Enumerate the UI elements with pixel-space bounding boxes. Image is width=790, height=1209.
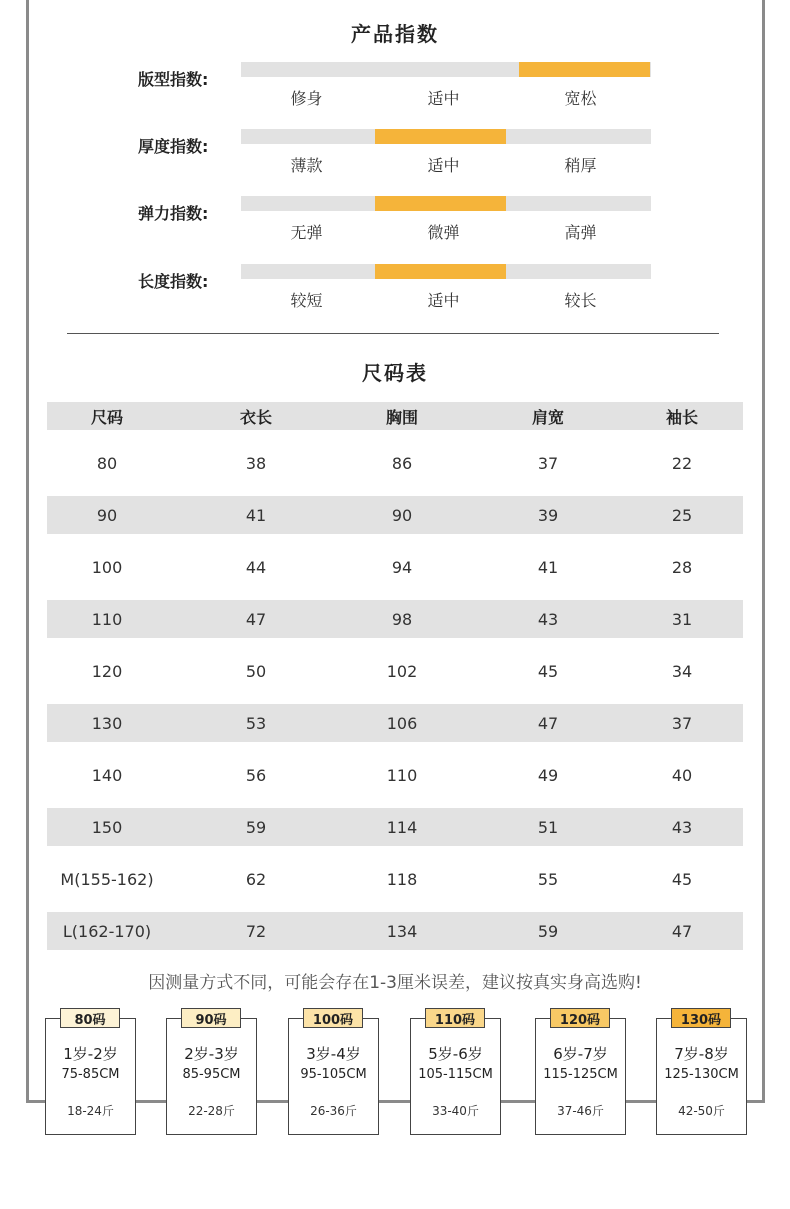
table-row xyxy=(47,496,743,534)
table-row xyxy=(47,704,743,742)
table-cell: 59 xyxy=(537,921,559,941)
table-cell: 38 xyxy=(245,453,267,473)
table-cell: 53 xyxy=(245,713,267,733)
table-row xyxy=(47,652,743,690)
index-row xyxy=(0,129,790,189)
table-cell: 43 xyxy=(537,609,559,629)
height-range: 95-105CM xyxy=(300,1067,367,1082)
table-cell: 118 xyxy=(386,869,418,889)
table-cell: 50 xyxy=(245,661,267,681)
table-cell: 59 xyxy=(245,817,267,837)
index-label: 版型指数: xyxy=(138,70,209,89)
measurement-note: 因测量方式不同，可能会存在1-3厘米误差，建议按真实身高选购! xyxy=(148,973,642,993)
table-cell: 37 xyxy=(537,453,559,473)
table-cell: 150 xyxy=(91,817,123,837)
table-cell: 120 xyxy=(91,661,123,681)
table-cell: 62 xyxy=(245,869,267,889)
table-header-row xyxy=(47,402,743,430)
table-cell: 22 xyxy=(671,453,693,473)
index-track xyxy=(241,62,651,77)
age-card xyxy=(45,1012,136,1135)
size-table xyxy=(47,402,743,950)
table-cell: 110 xyxy=(386,765,418,785)
index-option: 无弹 xyxy=(290,223,323,242)
size-tag: 100码 xyxy=(303,1008,363,1028)
index-row xyxy=(0,62,790,122)
size-tag: 130码 xyxy=(671,1008,731,1028)
table-cell: 41 xyxy=(537,557,559,577)
table-cell: 102 xyxy=(386,661,418,681)
table-row xyxy=(47,808,743,846)
index-option: 稍厚 xyxy=(564,156,597,175)
size-tag: 90码 xyxy=(181,1008,241,1028)
table-cell: 34 xyxy=(671,661,693,681)
age-card xyxy=(410,1012,501,1135)
table-row xyxy=(47,860,743,898)
index-option: 微弹 xyxy=(427,223,460,242)
index-row xyxy=(0,264,790,324)
index-option: 适中 xyxy=(427,156,460,175)
index-option: 宽松 xyxy=(564,89,597,108)
weight-range: 42-50斤 xyxy=(678,1104,725,1118)
age-range: 1岁-2岁 xyxy=(63,1045,118,1063)
table-cell: 37 xyxy=(671,713,693,733)
table-header-cell: 衣长 xyxy=(239,407,272,427)
size-tag: 120码 xyxy=(550,1008,610,1028)
size-tag: 110码 xyxy=(425,1008,485,1028)
weight-range: 18-24斤 xyxy=(67,1104,114,1118)
table-row xyxy=(47,548,743,586)
index-track xyxy=(241,196,651,211)
table-cell: 80 xyxy=(96,453,118,473)
table-cell: 56 xyxy=(245,765,267,785)
age-range: 7岁-8岁 xyxy=(674,1045,729,1063)
table-cell: 25 xyxy=(671,505,693,525)
table-cell: 39 xyxy=(537,505,559,525)
age-range: 6岁-7岁 xyxy=(553,1045,608,1063)
size-chart-title: 尺码表 xyxy=(362,361,428,385)
table-header-cell: 肩宽 xyxy=(531,407,564,427)
table-cell: 41 xyxy=(245,505,267,525)
table-cell: 47 xyxy=(245,609,267,629)
table-header-cell: 胸围 xyxy=(385,407,418,427)
weight-range: 26-36斤 xyxy=(310,1104,357,1118)
size-tag: 80码 xyxy=(60,1008,120,1028)
height-range: 75-85CM xyxy=(61,1067,120,1082)
index-row xyxy=(0,196,790,256)
index-option: 适中 xyxy=(427,291,460,310)
index-option: 适中 xyxy=(427,89,460,108)
table-cell: 72 xyxy=(245,921,267,941)
index-track xyxy=(241,129,651,144)
frame-bottom-border xyxy=(26,1100,765,1103)
weight-range: 33-40斤 xyxy=(432,1104,479,1118)
table-cell: 51 xyxy=(537,817,559,837)
table-cell: 110 xyxy=(91,609,123,629)
height-range: 125-130CM xyxy=(664,1067,739,1082)
index-option: 修身 xyxy=(290,89,323,108)
index-selected-segment xyxy=(375,196,506,211)
table-cell: 90 xyxy=(391,505,413,525)
index-selected-segment xyxy=(519,62,650,77)
table-cell: 43 xyxy=(671,817,693,837)
age-card xyxy=(535,1012,626,1135)
table-cell: M(155-162) xyxy=(60,869,154,889)
product-index-title: 产品指数 xyxy=(351,22,439,46)
index-selected-segment xyxy=(375,129,506,144)
table-cell: 90 xyxy=(96,505,118,525)
table-cell: 45 xyxy=(537,661,559,681)
table-cell: 44 xyxy=(245,557,267,577)
table-cell: 130 xyxy=(91,713,123,733)
height-range: 85-95CM xyxy=(182,1067,241,1082)
section-divider xyxy=(67,333,719,334)
table-cell: 94 xyxy=(391,557,413,577)
weight-range: 37-46斤 xyxy=(557,1104,604,1118)
table-row xyxy=(47,912,743,950)
table-cell: 31 xyxy=(671,609,693,629)
index-label: 厚度指数: xyxy=(138,137,209,156)
table-header-cell: 袖长 xyxy=(665,407,698,427)
index-option: 较短 xyxy=(290,291,323,310)
index-label: 弹力指数: xyxy=(138,204,209,223)
index-option: 高弹 xyxy=(564,223,597,242)
height-range: 105-115CM xyxy=(418,1067,493,1082)
table-cell: 140 xyxy=(91,765,123,785)
index-label: 长度指数: xyxy=(138,272,209,291)
table-cell: 40 xyxy=(671,765,693,785)
table-row xyxy=(47,600,743,638)
height-range: 115-125CM xyxy=(543,1067,618,1082)
age-range: 5岁-6岁 xyxy=(428,1045,483,1063)
table-cell: 86 xyxy=(391,453,413,473)
table-cell: 106 xyxy=(386,713,418,733)
age-card xyxy=(656,1012,747,1135)
table-cell: 55 xyxy=(537,869,559,889)
table-row xyxy=(47,756,743,794)
table-cell: 114 xyxy=(386,817,418,837)
age-range: 2岁-3岁 xyxy=(184,1045,239,1063)
table-cell: 49 xyxy=(537,765,559,785)
table-header-cell: 尺码 xyxy=(90,407,123,427)
age-card xyxy=(288,1012,379,1135)
table-cell: 45 xyxy=(671,869,693,889)
index-selected-segment xyxy=(375,264,506,279)
weight-range: 22-28斤 xyxy=(188,1104,235,1118)
table-row xyxy=(47,444,743,482)
table-cell: L(162-170) xyxy=(62,921,152,941)
table-cell: 47 xyxy=(537,713,559,733)
age-card xyxy=(166,1012,257,1135)
index-option: 较长 xyxy=(564,291,597,310)
index-option: 薄款 xyxy=(290,156,323,175)
table-cell: 134 xyxy=(386,921,418,941)
age-range: 3岁-4岁 xyxy=(306,1045,361,1063)
table-cell: 47 xyxy=(671,921,693,941)
table-cell: 28 xyxy=(671,557,693,577)
table-cell: 98 xyxy=(391,609,413,629)
index-track xyxy=(241,264,651,279)
table-cell: 100 xyxy=(91,557,123,577)
